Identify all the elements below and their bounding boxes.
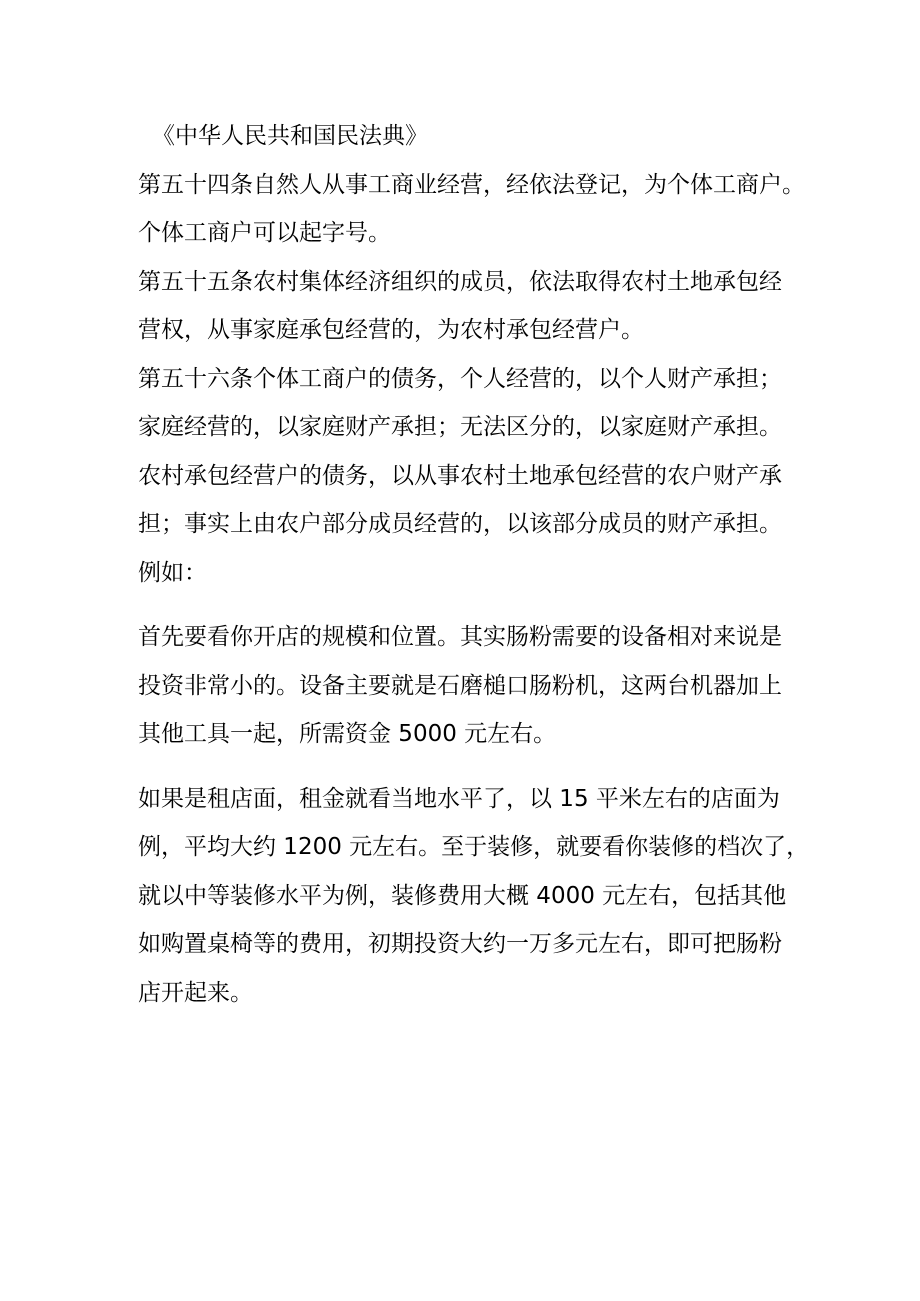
paragraph-equipment (138, 613, 808, 759)
document-page (138, 112, 808, 1017)
article-54 (138, 161, 808, 258)
article-54-line-2: 个体工商户可以起字号。 (138, 220, 391, 246)
example-label: 例如： (138, 559, 207, 586)
paragraph-equipment-line-1: 首先要看你开店的规模和位置。其实肠粉需要的设备相对来说是 (138, 624, 782, 650)
document-title: 《中华人民共和国民法典》 (152, 123, 428, 149)
paragraph-rent-line-4: 如购置桌椅等的费用，初期投资大约一万多元左右，即可把肠粉 (138, 931, 782, 957)
paragraph-rent-line-1: 如果是租店面，租金就看当地水平了，以 15 平米左右的店面为 (138, 785, 780, 812)
article-56-line-3: 农村承包经营户的债务，以从事农村土地承包经营的农户财产承 (138, 462, 782, 489)
article-56-line-1: 第五十六条个体工商户的债务，个人经营的，以个人财产承担； (138, 365, 782, 392)
paragraph-rent-line-3: 就以中等装修水平为例，装修费用大概 4000 元左右，包括其他 (138, 882, 787, 909)
paragraph-rent-line-5: 店开起来。 (138, 979, 253, 1006)
article-56-line-2: 家庭经营的，以家庭财产承担；无法区分的，以家庭财产承担。 (138, 414, 782, 440)
article-55 (138, 258, 808, 355)
article-55-line-2: 营权，从事家庭承包经营的，为农村承包经营户。 (138, 317, 644, 343)
article-54-line-1: 第五十四条自然人从事工商业经营，经依法登记，为个体工商户。 (138, 171, 805, 198)
paragraph-rent-line-2: 例，平均大约 1200 元左右。至于装修，就要看你装修的档次了， (138, 834, 810, 860)
article-56-line-4: 担；事实上由农户部分成员经营的，以该部分成员的财产承担。 (138, 511, 782, 537)
article-56 (138, 355, 808, 549)
paragraph-rent (138, 775, 808, 1018)
paragraph-equipment-line-2: 投资非常小的。设备主要就是石磨槌口肠粉机，这两台机器加上 (138, 672, 782, 699)
article-55-line-1: 第五十五条农村集体经济组织的成员，依法取得农村土地承包经 (138, 268, 782, 295)
paragraph-equipment-line-3: 其他工具一起，所需资金 5000 元左右。 (138, 721, 557, 747)
